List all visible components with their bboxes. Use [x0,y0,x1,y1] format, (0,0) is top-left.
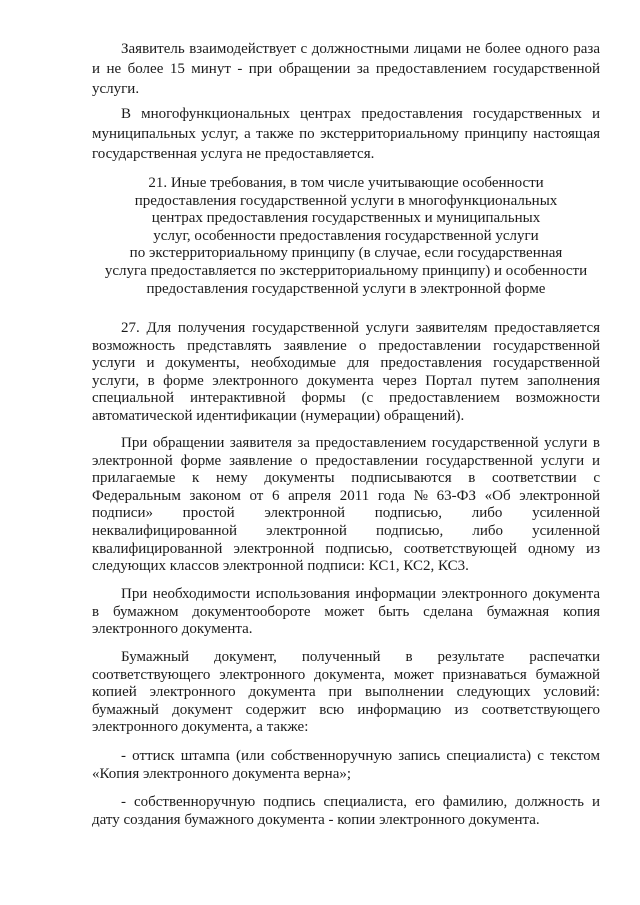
heading-line: предоставления государственной услуги в многофункциональных [134,192,558,209]
paragraph-item-27 [92,320,600,426]
text-line: - собственноручную подпись специалиста, его фамилию, должность и [121,794,600,810]
text-line: - оттиск штампа (или собственноручную запись специалиста) с текстом [121,748,600,764]
text-line: автоматической идентификации (нумерации) обращений). [92,407,465,424]
text-line: специальной интерактивной формы (с предоставлением возможности [92,390,600,407]
text-line: подписи» простой электронной подписью, либо усиленной [92,505,600,522]
text-line: электронной форме заявление о предоставлении государственной услуги и [92,452,600,469]
text-line: соответствующего электронного документа, может признаваться бумажной [92,666,600,683]
heading-line: услуг, особенности предоставления государственной услуги [153,227,539,244]
paragraph-paper-document-conditions [92,649,600,737]
heading-line: предоставления государственной услуги в электронной форме [146,280,546,297]
heading-line: услуга предоставляется по экстерриториальному принципу) и особенности [104,262,588,279]
text-line: неквалифицированной электронной подписью, либо усиленной [92,522,600,539]
text-line: дату создания бумажного документа - копии электронного документа. [92,811,540,828]
section-heading [92,175,600,298]
text-line: бумажный документ содержит всю информацию из соответствующего [92,701,600,718]
paragraph-applicant-interaction [92,39,600,99]
text-line: государственная услуга не предоставляется. [92,146,375,162]
list-item-stamp [92,748,600,783]
paragraph-paper-copy [92,586,600,639]
text-line: возможность представлять заявление о предоставлении государственной [92,337,600,354]
list-item-signature [92,794,600,829]
text-line: 27. Для получения государственной услуги заявителям предоставляется [121,320,600,336]
heading-line: центрах предоставления государственных и муниципальных [151,210,541,227]
text-line: Бумажный документ, полученный в результате распечатки [121,649,600,665]
text-line: услуги, в форме электронного документа через Портал путем заполнения [92,372,600,389]
text-line: При необходимости использования информации электронного документа [121,586,600,602]
text-line: «Копия электронного документа верна»; [92,765,352,782]
heading-line: по экстерриториальному принципу (в случае, если государственная [129,245,563,262]
paragraph-electronic-signature [92,435,600,576]
text-line: Федеральным законом от 6 апреля 2011 года № 63-ФЗ «Об электронной [92,487,600,504]
text-line: прилагаемые к нему документы подписываются в соответствии с [92,470,600,487]
text-line: и не более 15 минут - при обращении за предоставлением государственной [92,61,600,77]
text-line: муниципальных услуг, а также по экстерриториальному принципу настоящая [92,126,600,142]
paragraph-mfc-not-provided [92,104,600,164]
text-line: следующих классов электронной подписи: КС1, КС2, КС3. [92,558,469,575]
text-line: услуги и документы, необходимые для предоставления государственной [92,355,600,372]
text-line: электронного документа, а также: [92,719,309,736]
text-line: копией электронного документа при выполнении следующих условий: [92,684,600,701]
text-line: электронного документа. [92,621,253,638]
text-line: в бумажном документообороте может быть сделана бумажная копия [92,603,600,620]
text-line: Заявитель взаимодействует с должностными лицами не более одного раза [121,41,600,57]
heading-line: 21. Иные требования, в том числе учитывающие особенности [148,175,544,191]
text-line: В многофункциональных центрах предоставления государственных и [121,106,600,122]
text-line: При обращении заявителя за предоставлением государственной услуги в [121,435,600,451]
text-line: услуги. [92,81,140,97]
text-line: квалифицированной электронной подписью, соответствующей одному из [92,540,600,557]
